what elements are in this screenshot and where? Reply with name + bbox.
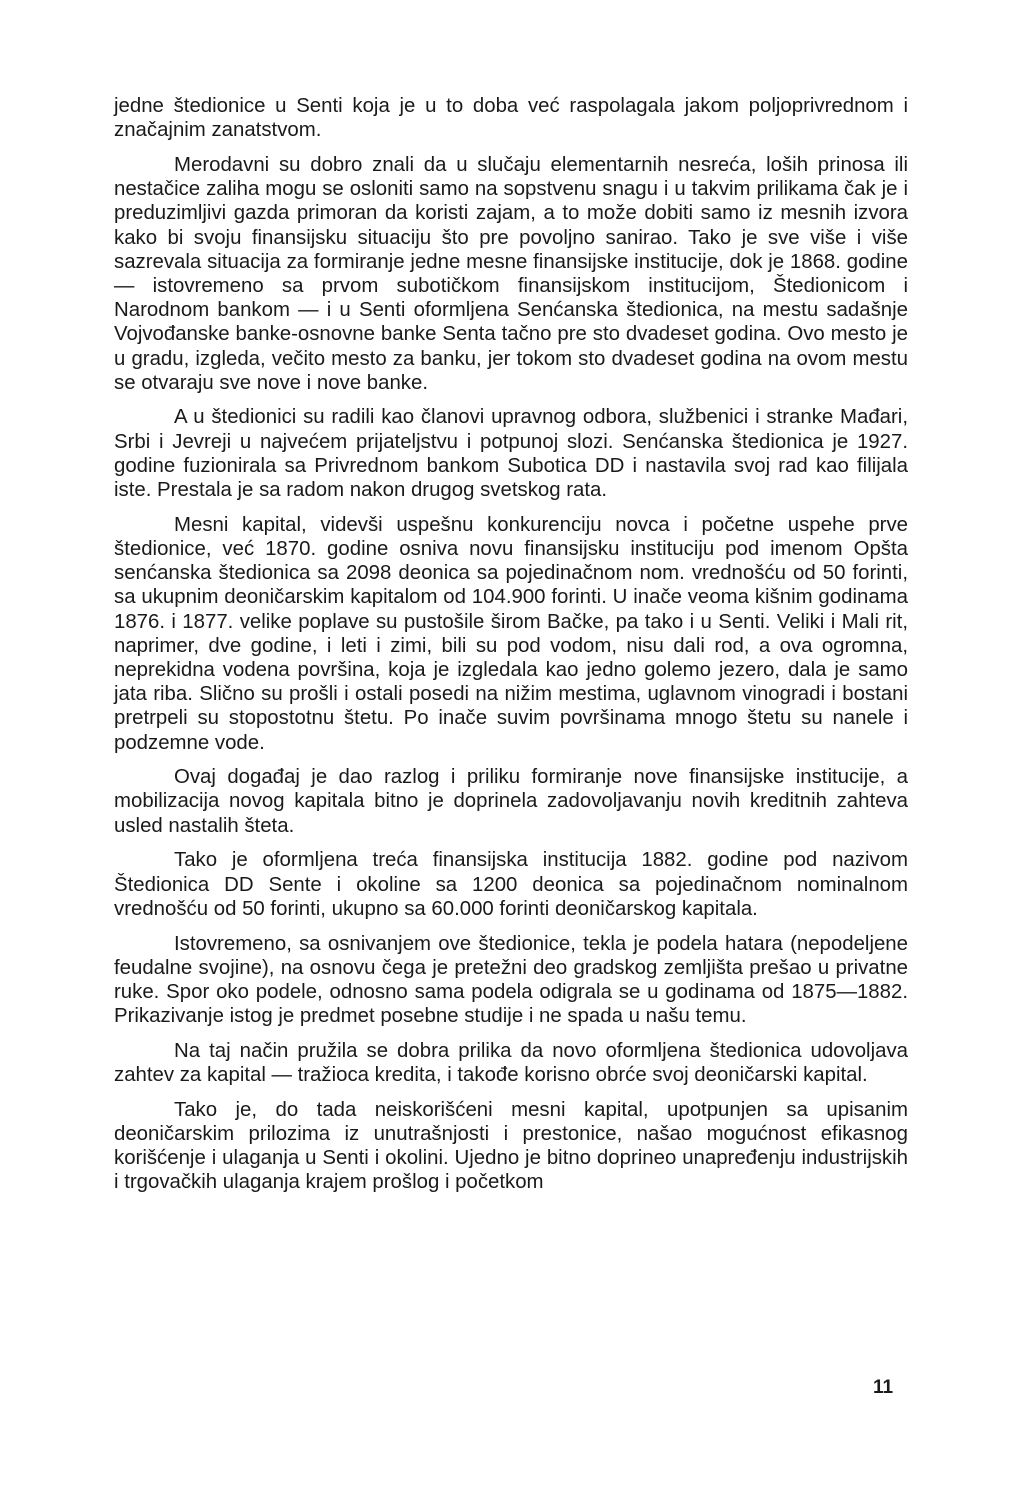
paragraph-2: Merodavni su dobro znali da u slučaju elementarnih nesreća, loših prinosa ili nestačice zaliha mogu se osloniti samo na sopstvenu snagu i u takvim prilikama čak je i preduzimljivi gazda primoran da koristi zajam, a to može dobiti samo iz mesnih izvora kako bi svoju finansijsku situaciju što pre povoljno sanirao. Tako je sve više i više sazrevala situacija za formiranje jedne mesne finansijske institucije, dok je 1868. godine — istovremeno sa prvom subotičkom finansijskom institucijom, Štedionicom i Narodnom bankom — i u Senti oformljena Senćanska štedionica, na mestu sadašnje Vojvođanske banke-osnovne banke Senta tačno pre sto dvadeset godina. Ovo mesto je u gradu, izgleda, večito mesto za banku, jer tokom sto dvadeset godina na ovom mestu se otvaraju sve nove i nove banke. bbox=[114, 153, 908, 394]
paragraph-8: Na taj način pružila se dobra prilika da novo oformljena štedionica udovoljava zahtev za kapital — tražioca kredita, i takođe korisno obrće svoj deoničarski kapital. bbox=[114, 1039, 908, 1087]
paragraph-5: Ovaj događaj je dao razlog i priliku formiranje nove finansijske institucije, a mobilizacija novog kapitala bitno je doprinela zadovoljavanju novih kreditnih zahteva usled nastalih šteta. bbox=[114, 766, 908, 837]
page-body bbox=[114, 94, 908, 1195]
paragraph-4: Mesni kapital, videvši uspešnu konkurenciju novca i početne uspehe prve štedionice, već 1870. godine osniva novu finansijsku instituciju pod imenom Opšta senćanska štedionica sa 2098 deonica sa pojedinačnom nom. vrednošću od 50 forinti, sa ukupnim deoničarskim kapitalom od 104.900 forinti. U inače veoma kišnim godinama 1876. i 1877. velike poplave su pustošile širom Bačke, pa tako i u Senti. Veliki i Mali rit, naprimer, dve godine, i leti i zimi, bili su pod vodom, nisu dali rod, a ova ogromna, neprekidna vodena površina, koja je izgledala kao jedno golemo jezero, dala je samo jata riba. Slično su prošli i ostali posedi na nižim mestima, uglavnom vinogradi i bostani pretrpeli su stopostotnu štetu. Po inače suvim površinama mnogo štetu su nanele i podzemne vode. bbox=[114, 513, 908, 754]
paragraph-6: Tako je oformljena treća finansijska institucija 1882. godine pod nazivom Štedionica DD Sente i okoline sa 1200 deonica sa pojedinačnom nominalnom vrednošću od 50 forinti, ukupno sa 60.000 forinti deoničarskog kapitala. bbox=[114, 849, 908, 920]
paragraph-9: Tako je, do tada neiskorišćeni mesni kapital, upotpunjen sa upisanim deoničarskim prilozima iz unutrašnjosti i prestonice, našao mogućnost efikasnog korišćenje i ulaganja u Senti i okolini. Ujedno je bitno doprineo unapređenju industrijskih i trgovačkih ulaganja krajem prošlog i početkom bbox=[114, 1098, 908, 1194]
page-number: 11 bbox=[873, 1377, 894, 1398]
paragraph-7: Istovremeno, sa osnivanjem ove štedionice, tekla je podela hatara (nepodeljene feudalne svojine), na osnovu čega je pretežni deo gradskog zemljišta prešao u privatne ruke. Spor oko podele, odnosno sama podela odigrala se u godinama od 1875—1882. Prikazivanje istog je predmet posebne studije i ne spada u našu temu. bbox=[114, 932, 908, 1028]
paragraph-3: A u štedionici su radili kao članovi upravnog odbora, službenici i stranke Mađari, Srbi i Jevreji u najvećem prijateljstvu i potpunoj slozi. Senćanska štedionica je 1927. godine fuzionirala sa Privrednom bankom Subotica DD i nastavila svoj rad kao filijala iste. Prestala je sa radom nakon drugog svetskog rata. bbox=[114, 406, 908, 502]
paragraph-1: jedne štedionice u Senti koja je u to doba već raspolagala jakom poljoprivrednom i značajnim zanatstvom. bbox=[114, 95, 908, 142]
